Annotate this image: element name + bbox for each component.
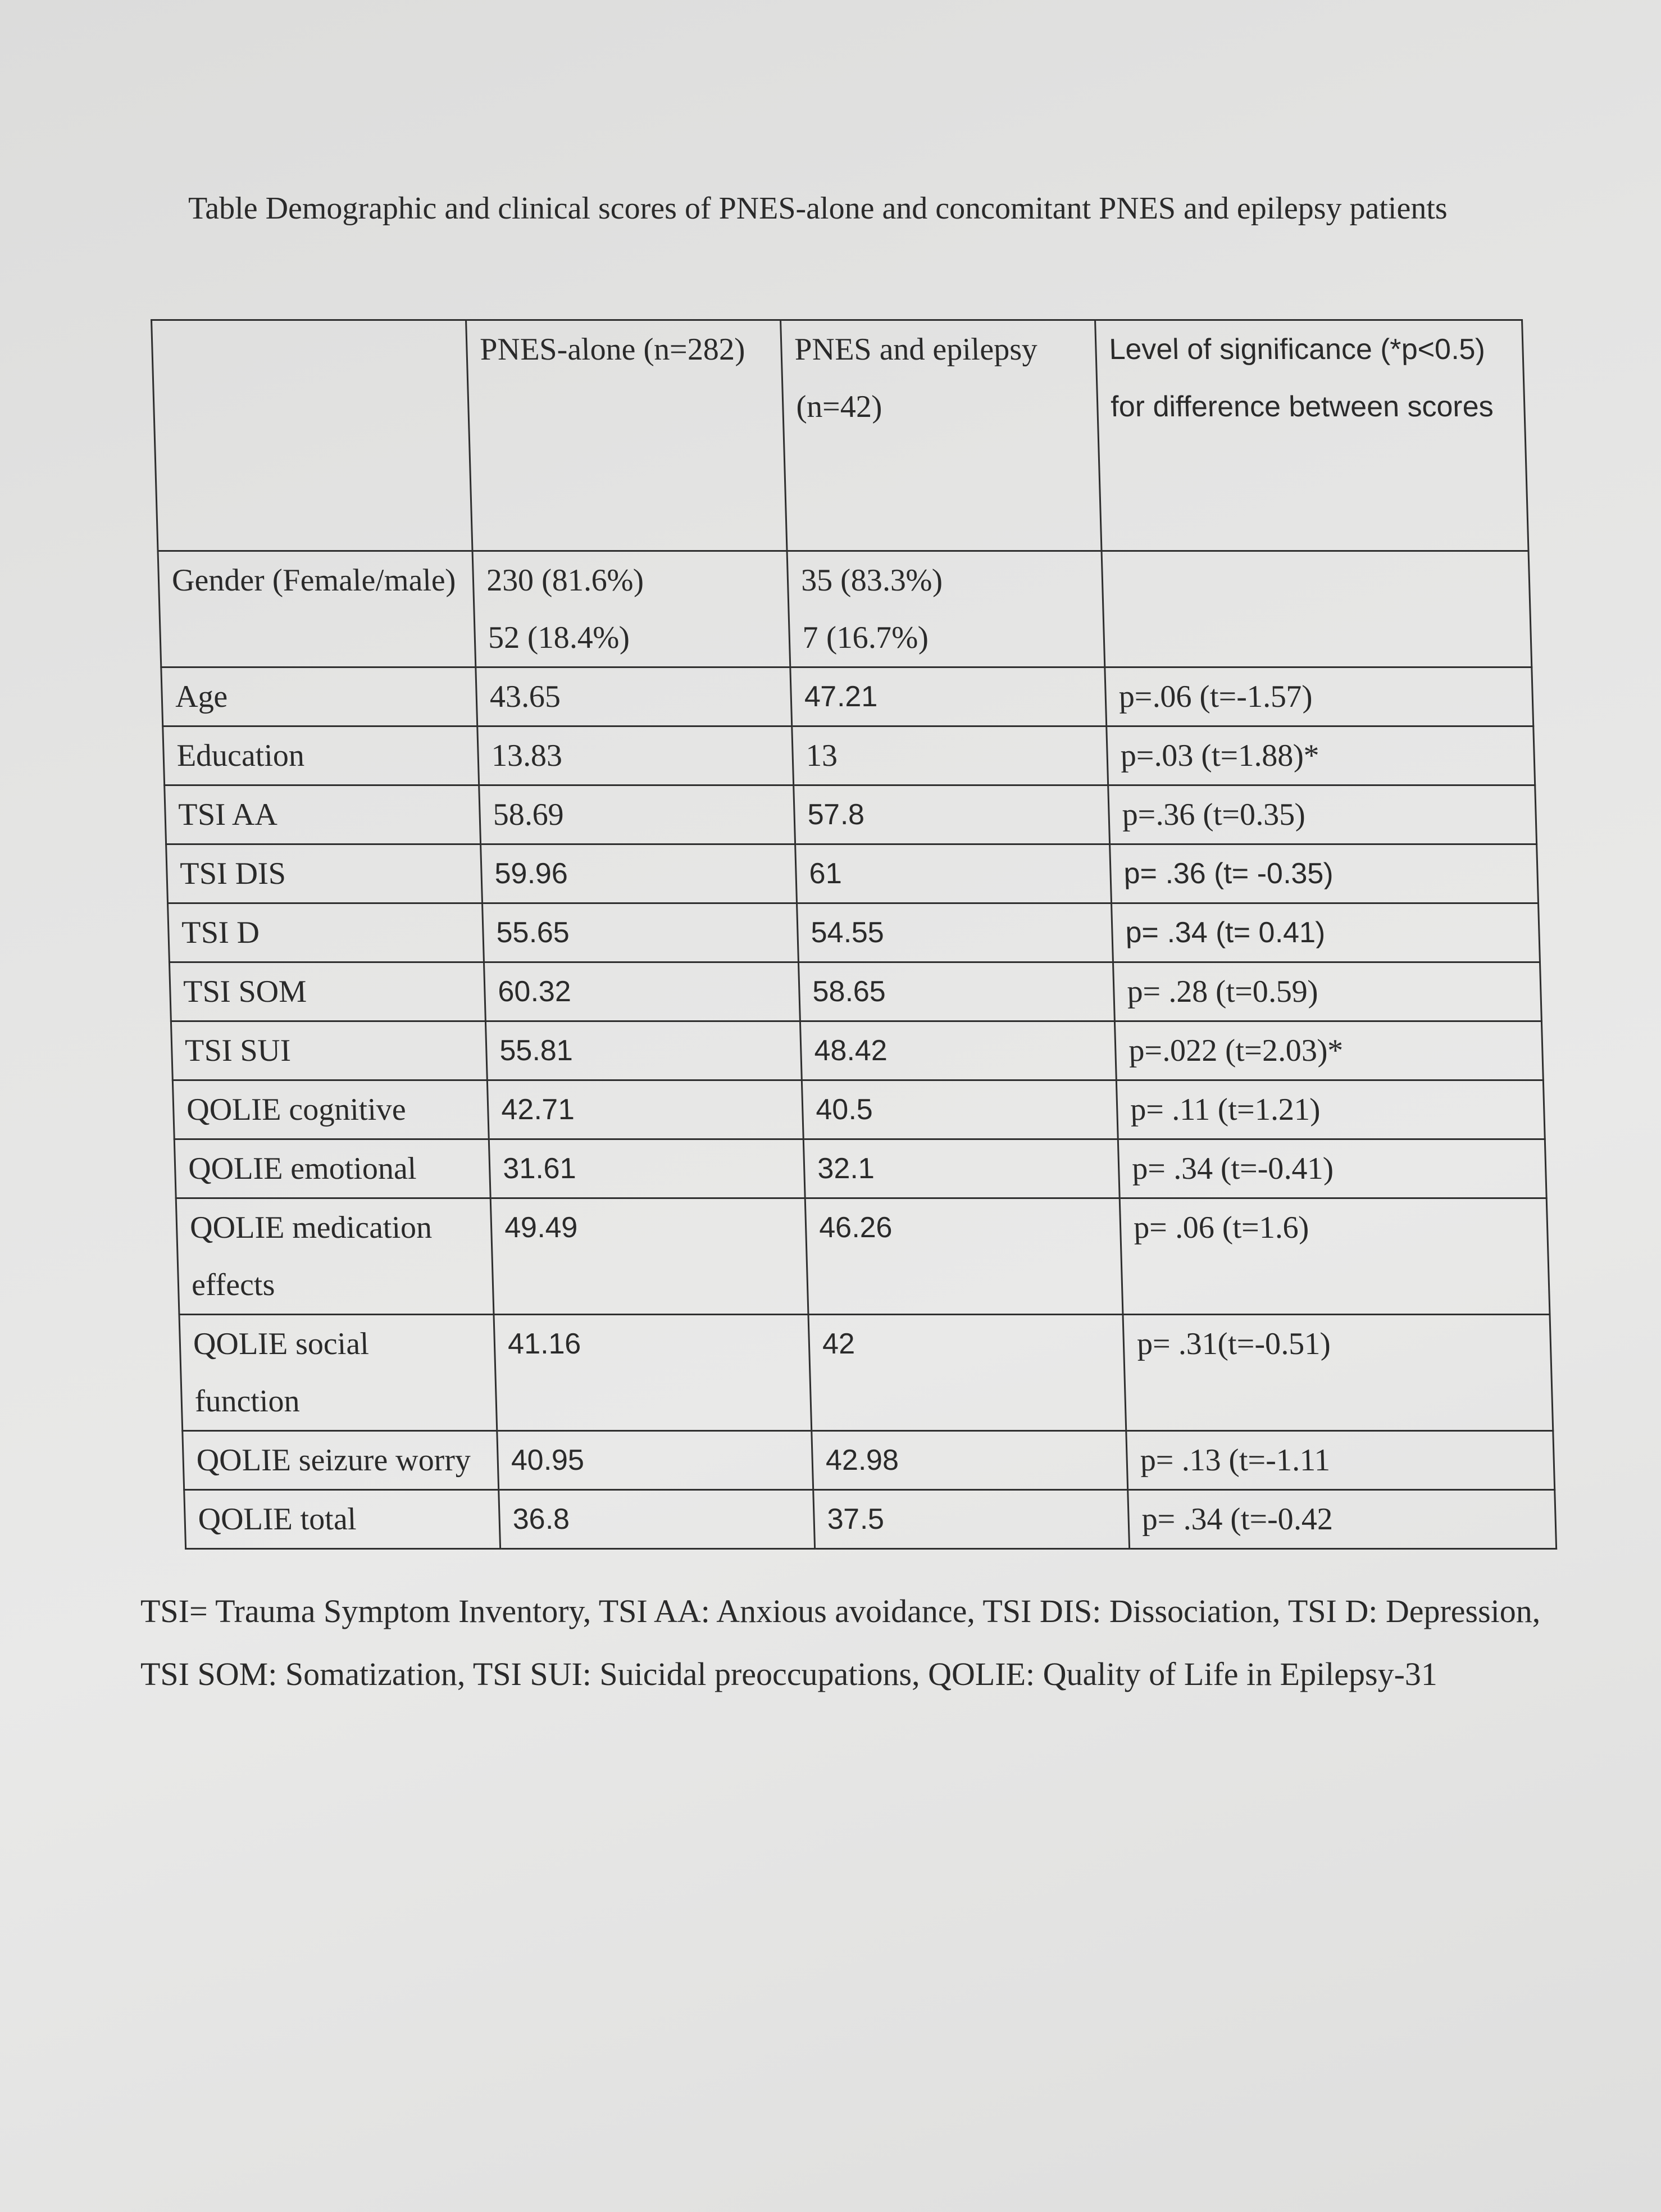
table-title: Table Demographic and clinical scores of PNES-alone and concomitant PNES and epilepsy patients (188, 191, 1448, 226)
table-row (176, 1198, 1550, 1315)
row-value-b: 37.5 (813, 1490, 1130, 1549)
row-significance: p= .34 (t=-0.42 (1128, 1490, 1557, 1549)
row-significance: p= .11 (t=1.21) (1116, 1080, 1545, 1139)
row-significance: p= .28 (t=0.59) (1113, 962, 1541, 1021)
table-row (169, 962, 1541, 1021)
row-significance: p=.03 (t=1.88)* (1107, 726, 1535, 785)
row-label: TSI AA (165, 785, 481, 844)
row-value-a: 13.83 (477, 726, 794, 785)
table-row (163, 726, 1535, 785)
table-footnote: TSI= Trauma Symptom Inventory, TSI AA: Anxious avoidance, TSI DIS: Dissociation, TSI D: Depression, TSI SOM: Somatization, TSI SUI: Suicidal preoccupations, QOLIE: Quality of Life in Epilepsy-31 (140, 1593, 1541, 1692)
row-value-b: 47.21 (790, 667, 1107, 726)
row-significance: p=.06 (t=-1.57) (1105, 667, 1533, 726)
row-value-a: 40.95 (497, 1431, 813, 1490)
row-label: QOLIE total (184, 1490, 500, 1549)
scores-table (151, 319, 1557, 1550)
row-label: QOLIE social function (179, 1315, 497, 1431)
header-empty-cell (152, 320, 472, 551)
gender-female-b: 35 (83.3%) (800, 563, 943, 598)
row-value-a: 60.32 (484, 962, 800, 1021)
row-label: TSI SOM (169, 962, 485, 1021)
row-value-b: 57.8 (794, 785, 1110, 844)
table-row (183, 1431, 1555, 1490)
table-row (166, 844, 1539, 903)
row-value-a: 55.65 (483, 903, 799, 962)
table-row (158, 551, 1532, 667)
row-significance (1102, 551, 1532, 667)
row-significance: p= .06 (t=1.6) (1120, 1198, 1550, 1315)
row-value-a: 49.49 (490, 1198, 808, 1315)
row-label: QOLIE cognitive (172, 1080, 489, 1139)
gender-male-a: 52 (18.4%) (487, 620, 630, 655)
table-row (168, 903, 1540, 962)
table-row (172, 1080, 1545, 1139)
row-value-a: 58.69 (479, 785, 795, 844)
table-row (171, 1021, 1543, 1080)
table-row (179, 1315, 1553, 1431)
row-value-a: 42.71 (487, 1080, 803, 1139)
table-header-row (152, 320, 1528, 551)
table-row (165, 785, 1537, 844)
row-significance: p= .34 (t= 0.41) (1112, 903, 1540, 962)
row-value-a: 59.96 (481, 844, 797, 903)
header-pnes-alone: PNES-alone (n=282) (466, 320, 787, 551)
row-value-a: 55.81 (485, 1021, 802, 1080)
row-value-a: 36.8 (499, 1490, 815, 1549)
row-value-b: 40.5 (802, 1080, 1118, 1139)
table-row (174, 1139, 1546, 1198)
row-value-b (787, 551, 1105, 667)
row-label: Age (161, 667, 477, 726)
header-pnes-epilepsy: PNES and epilepsy (n=42) (781, 320, 1102, 551)
row-value-b: 48.42 (800, 1021, 1116, 1080)
row-value-b: 54.55 (797, 903, 1113, 962)
row-value-b: 13 (792, 726, 1108, 785)
row-significance: p=.36 (t=0.35) (1108, 785, 1537, 844)
row-value-a: 43.65 (476, 667, 792, 726)
row-value-b: 61 (795, 844, 1112, 903)
row-significance: p= .34 (t=-0.41) (1118, 1139, 1546, 1198)
row-value-b: 46.26 (805, 1198, 1123, 1315)
gender-female-a: 230 (81.6%) (486, 563, 644, 598)
row-label: QOLIE medication effects (176, 1198, 494, 1315)
row-value-b: 32.1 (803, 1139, 1120, 1198)
row-value-b: 58.65 (798, 962, 1114, 1021)
row-significance: p=.022 (t=2.03)* (1114, 1021, 1543, 1080)
row-value-a: 31.61 (489, 1139, 805, 1198)
row-significance: p= .31(t=-0.51) (1123, 1315, 1553, 1431)
row-significance: p= .13 (t=-1.11 (1126, 1431, 1555, 1490)
row-label: QOLIE emotional (174, 1139, 490, 1198)
row-value-b: 42.98 (812, 1431, 1128, 1490)
header-significance: Level of significance (*p<0.5) for difference between scores (1095, 320, 1528, 551)
row-value-a (472, 551, 790, 667)
gender-male-b: 7 (16.7%) (802, 620, 929, 655)
row-label: TSI DIS (166, 844, 483, 903)
row-significance: p= .36 (t= -0.35) (1110, 844, 1539, 903)
row-label: TSI D (168, 903, 484, 962)
table-row (161, 667, 1533, 726)
row-label: Education (163, 726, 479, 785)
row-value-b: 42 (808, 1315, 1126, 1431)
row-label: TSI SUI (171, 1021, 487, 1080)
row-value-a: 41.16 (494, 1315, 812, 1431)
table-row (184, 1490, 1557, 1549)
row-label: QOLIE seizure worry (183, 1431, 499, 1490)
row-label: Gender (Female/male) (158, 551, 476, 667)
